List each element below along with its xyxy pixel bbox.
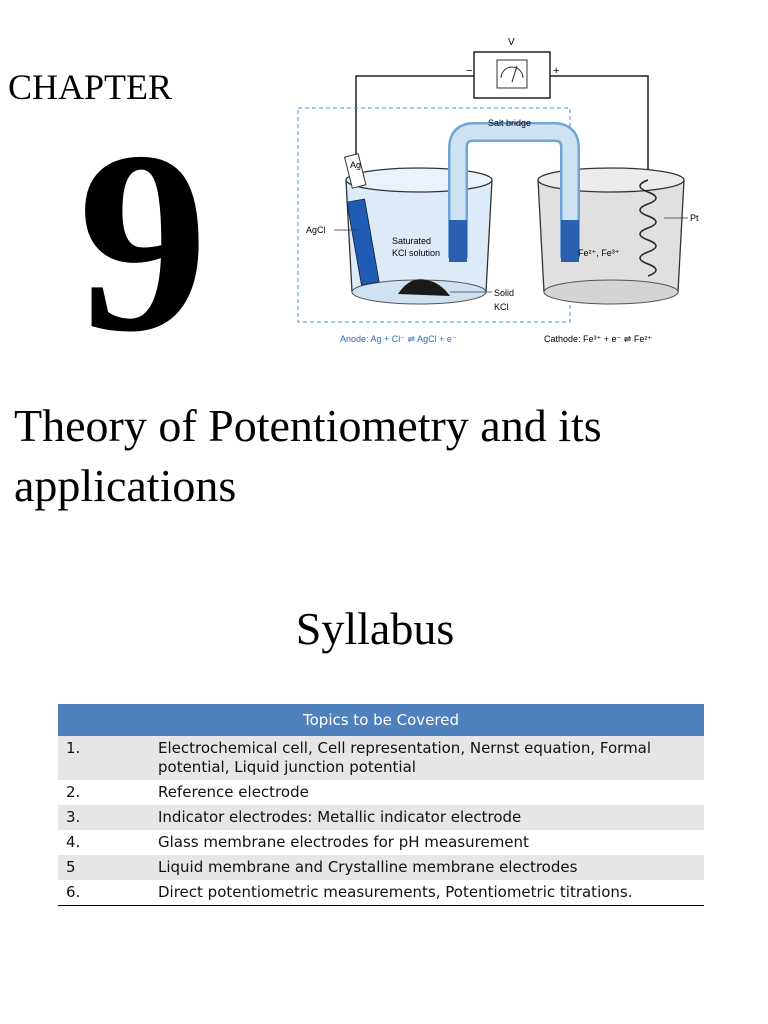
row-topic: Glass membrane electrodes for pH measurement xyxy=(150,830,704,855)
row-topic: Direct potentiometric measurements, Potentiometric titrations. xyxy=(150,880,704,906)
chapter-number: 9 xyxy=(78,98,208,386)
syllabus-table xyxy=(58,704,704,906)
row-number: 5 xyxy=(58,855,150,880)
anode-reaction: Anode: Ag + Cl⁻ ⇌ AgCl + e⁻ xyxy=(340,334,457,344)
table-row xyxy=(58,736,704,780)
table-header: Topics to be Covered xyxy=(58,704,704,736)
table-row xyxy=(58,780,704,805)
kcl-solution-label: KCl solution xyxy=(392,248,441,258)
fe-ions-label: Fe²⁺, Fe³⁺ xyxy=(578,248,620,258)
agcl-label: AgCl xyxy=(306,225,326,235)
row-number: 3. xyxy=(58,805,150,830)
chapter-label: CHAPTER xyxy=(8,67,173,107)
row-topic: Indicator electrodes: Metallic indicator electrode xyxy=(150,805,704,830)
row-number: 6. xyxy=(58,880,150,906)
table-row xyxy=(58,830,704,855)
row-number: 1. xyxy=(58,736,150,780)
salt-bridge-label: Salt bridge xyxy=(488,118,532,128)
syllabus-heading: Syllabus xyxy=(295,603,455,654)
minus-sign: − xyxy=(466,65,473,77)
row-topic: Electrochemical cell, Cell representation, Nernst equation, Formal potential, Liquid junction potential xyxy=(150,736,704,780)
pt-label: Pt xyxy=(690,213,699,223)
table-row xyxy=(58,805,704,830)
table-row xyxy=(58,880,704,906)
plus-sign: + xyxy=(553,65,560,77)
chapter-title: Theory of Potentiometry and its applications xyxy=(14,400,602,511)
voltmeter-label: V xyxy=(508,37,515,48)
row-number: 2. xyxy=(58,780,150,805)
saturated-label: Saturated xyxy=(392,236,432,246)
row-number: 4. xyxy=(58,830,150,855)
table-row xyxy=(58,855,704,880)
solid-label: Solid xyxy=(494,288,515,298)
table-header-row xyxy=(58,704,704,736)
ag-label: Ag xyxy=(350,160,362,170)
row-topic: Liquid membrane and Crystalline membrane electrodes xyxy=(150,855,704,880)
row-topic: Reference electrode xyxy=(150,780,704,805)
cathode-reaction: Cathode: Fe³⁺ + e⁻ ⇌ Fe²⁺ xyxy=(544,334,653,344)
kcl-label: KCl xyxy=(494,302,509,312)
electrochemical-cell-diagram xyxy=(292,30,712,360)
